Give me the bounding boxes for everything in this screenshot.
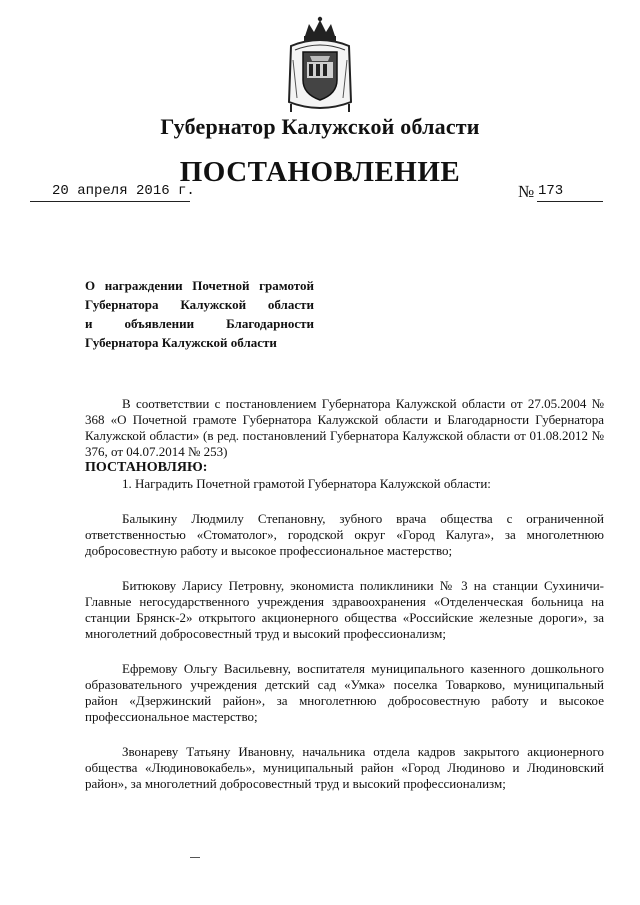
document-body — [85, 396, 604, 792]
issuing-authority: Губернатор Калужской области — [160, 114, 480, 139]
number-label: № — [518, 182, 535, 201]
document-type: ПОСТАНОВЛЕНИЕ — [179, 156, 461, 188]
subject-line: Губернатора Калужской области — [85, 297, 314, 312]
subject-line: и объявлении Благодарности — [85, 316, 314, 331]
document-subject — [85, 276, 314, 352]
coat-of-arms-icon — [283, 16, 357, 114]
document-number: 173 — [538, 183, 564, 199]
decree-word: ПОСТАНОВЛЯЮ: — [85, 460, 208, 475]
item-1-heading: 1. Наградить Почетной грамотой Губернатора Калужской области: — [122, 476, 491, 491]
awardee-paragraph: Балыкину Людмилу Степановну, зубного врача общества с ограниченной ответственностью «Стоматолог», городской округ «Город Калуга», за многолетнюю добросовестную работу и высокое профессиональное мастерство; — [85, 511, 604, 558]
number-underline — [537, 201, 603, 202]
awardee-paragraph: Ефремову Ольгу Васильевну, воспитателя муниципального казенного дошкольного образовательного учреждения детский сад «Умка» поселка Товарково, муниципальный район «Дзержинский район», за многолетнюю добросовестную работу и высокое профессиональное мастерство; — [85, 661, 604, 724]
subject-line: Губернатора Калужской области — [85, 335, 277, 350]
preamble-paragraph: В соответствии с постановлением Губернатора Калужской области от 27.05.2004 № 368 «О Почетной грамоте Губернатора Калужской области и Благодарности Губернатора Калужской области» (в ред. постановлений Губернатора Калужской области от 01.08.2012 № 376, от 04.07.2014 № 253) — [85, 396, 604, 459]
subject-line: О награждении Почетной грамотой — [85, 278, 314, 293]
date-underline — [30, 201, 190, 202]
awardee-paragraph: Звонареву Татьяну Ивановну, начальника отдела кадров закрытого акционерного общества «Людиновокабель», муниципальный район «Город Людиново и Людиновский район», за многолетний добросовестный труд и высокий профессионализм; — [85, 744, 604, 791]
scan-mark — [190, 857, 200, 858]
awardee-paragraph: Битюкову Ларису Петровну, экономиста поликлиники № 3 на станции Сухиничи-Главные негосударственного учреждения здравоохранения «Отделенческая больница на станции Брянск-2» открытого акционерного общества «Российские железные дороги», за многолетний добросовестный труд и высокий профессионализм; — [85, 578, 604, 641]
document-date: 20 апреля 2016 г. — [52, 183, 195, 199]
